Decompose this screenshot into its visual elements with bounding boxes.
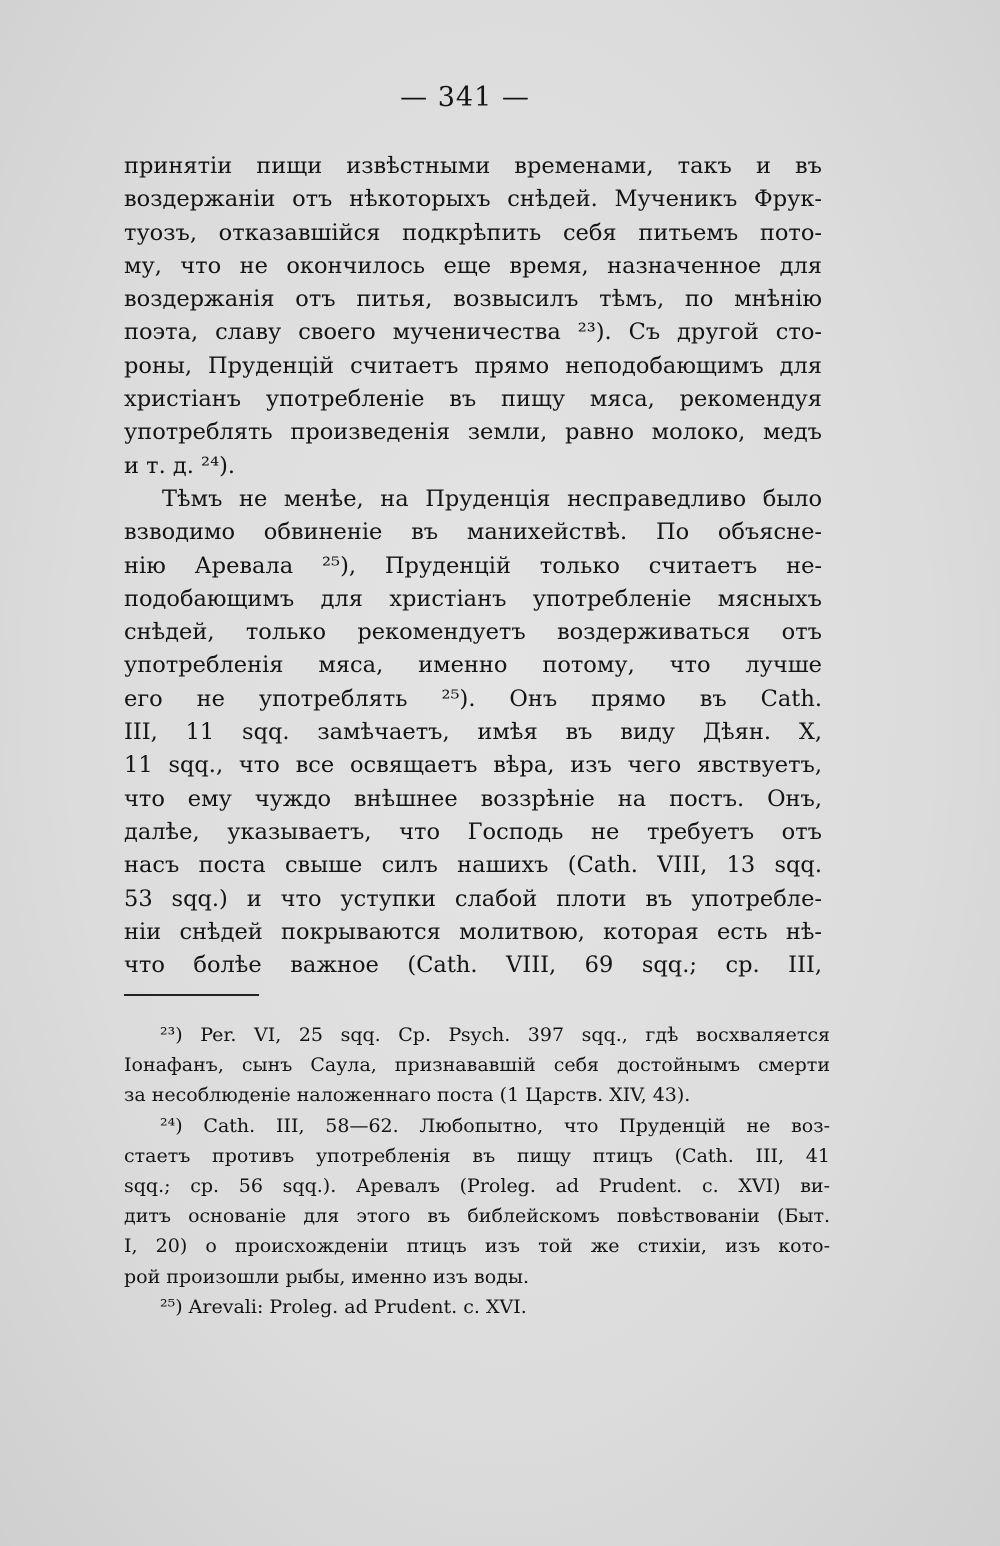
body-line-19: 11 sqq., что все освящаетъ вѣра, изъ чего явствуетъ, bbox=[124, 752, 822, 779]
body-line-10: и т. д. ²⁴). bbox=[124, 452, 236, 479]
body-line-6: поэта, славу своего мученичества ²³). Съ другой сто- bbox=[124, 319, 822, 346]
body-line-18: III, 11 sqq. замѣчаетъ, имѣя въ виду Дѣян. X, bbox=[124, 719, 822, 746]
body-line-13: нію Аревала ²⁵), Пруденцій только считаетъ не- bbox=[124, 552, 822, 579]
body-line-1: принятіи пищи извѣстными временами, такъ и въ bbox=[124, 153, 822, 179]
body-line-5: воздержанія отъ питья, возвысилъ тѣмъ, по мнѣнію bbox=[124, 286, 822, 313]
footnotes bbox=[124, 1020, 830, 1322]
footnote-line-1: ²³) Per. VI, 25 sqq. Ср. Psych. 397 sqq., гдѣ восхваляется bbox=[160, 1024, 830, 1046]
footnote-line-2: Іонафанъ, сынъ Саула, признававшій себя достойнымъ смерти bbox=[124, 1054, 830, 1077]
body-line-2: воздержаніи отъ нѣкоторыхъ снѣдей. Мученикъ Фрук- bbox=[124, 186, 822, 213]
body-line-24: ніи снѣдей покрываются молитвою, которая есть нѣ- bbox=[124, 918, 822, 945]
body-line-16: употребленія мяса, именно потому, что лучше bbox=[124, 652, 822, 679]
body-line-17: его не употреблять ²⁵). Онъ прямо въ Cath. bbox=[124, 685, 822, 712]
body-line-15: снѣдей, только рекомендуетъ воздерживаться отъ bbox=[124, 619, 822, 646]
body-line-12: взводимо обвиненіе въ манихействѣ. По объясне- bbox=[124, 519, 822, 546]
footnote-line-10: ²⁵) Arevali: Proleg. ad Prudent. c. XVI. bbox=[160, 1295, 527, 1318]
body-line-11: Тѣмъ не менѣе, на Пруденція несправедливо было bbox=[162, 485, 822, 512]
footnote-line-6: sqq.; ср. 56 sqq.). Аревалъ (Proleg. ad Prudent. c. XVI) ви- bbox=[124, 1174, 830, 1197]
footnote-line-4: ²⁴) Cath. III, 58—62. Любопытно, что Пруденцій не воз- bbox=[160, 1114, 830, 1137]
footnote-divider bbox=[124, 994, 259, 996]
footnote-line-3: за несоблюденіе наложеннаго поста (1 Царств. XIV, 43). bbox=[124, 1084, 691, 1107]
page-number: — 341 — bbox=[400, 82, 530, 113]
footnote-line-9: рой произошли рыбы, именно изъ воды. bbox=[124, 1265, 530, 1288]
body-line-7: роны, Пруденцій считаетъ прямо неподобающимъ для bbox=[124, 352, 822, 379]
footnote-line-7: дитъ основаніе для этого въ библейскомъ повѣствованіи (Быт. bbox=[124, 1205, 830, 1228]
body-line-21: далѣе, указываетъ, что Господь не требуетъ отъ bbox=[124, 818, 822, 845]
body-line-23: 53 sqq.) и что уступки слабой плоти въ употребле- bbox=[124, 885, 822, 912]
footnote-line-5: стаетъ противъ употребленія въ пищу птицъ (Cath. III, 41 bbox=[124, 1144, 830, 1167]
body-line-20: что ему чуждо внѣшнее воззрѣніе на постъ. Онъ, bbox=[124, 785, 822, 812]
main-text bbox=[124, 150, 822, 982]
body-line-14: подобающимъ для христіанъ употребленіе мясныхъ bbox=[124, 585, 822, 612]
body-line-25: что болѣе важное (Cath. VIII, 69 sqq.; ср. III, bbox=[124, 952, 822, 979]
body-line-4: му, что не окончилось еще время, назначенное для bbox=[124, 252, 822, 279]
body-line-22: насъ поста свыше силъ нашихъ (Cath. VIII, 13 sqq. bbox=[124, 852, 822, 879]
body-line-3: туозъ, отказавшійся подкрѣпить себя питьемъ пото- bbox=[124, 219, 822, 246]
body-line-8: христіанъ употребленіе въ пищу мяса, рекомендуя bbox=[124, 386, 822, 413]
body-line-9: употреблять произведенія земли, равно молоко, медъ bbox=[124, 419, 822, 446]
footnote-line-8: I, 20) о происхожденіи птицъ изъ той же стихіи, изъ кото- bbox=[124, 1235, 830, 1258]
